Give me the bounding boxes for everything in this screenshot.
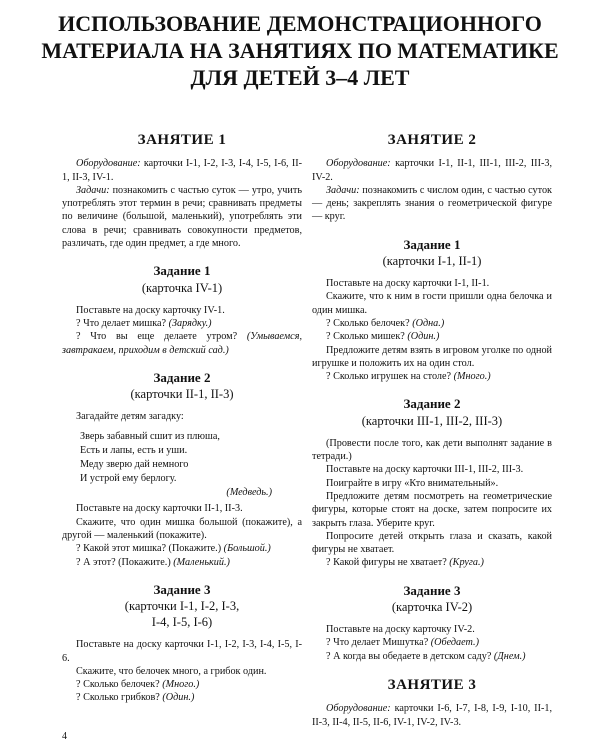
- equipment-label: Оборудование:: [76, 158, 141, 170]
- equipment-label: Оборудование:: [326, 158, 391, 170]
- instruction: Попросите детей открыть глаза и сказать, какой фигуры не хватает.: [312, 530, 552, 556]
- question-text: ? Что вы еще делаете утром?: [76, 331, 247, 343]
- question-text: ? А когда вы обедаете в детском саду?: [326, 650, 494, 662]
- question: [62, 556, 302, 569]
- page-title: [40, 10, 560, 91]
- task-subtitle: (карточки I-1, II-1): [382, 254, 482, 269]
- instruction: Поставьте на доску карточки II-1, II-3.: [76, 503, 243, 515]
- task-title: Задание 3: [153, 581, 211, 597]
- title-line: ИСПОЛЬЗОВАНИЕ ДЕМОНСТРАЦИОННОГО: [58, 11, 542, 36]
- answer-text: (Один.): [162, 692, 195, 704]
- instruction: Предложите детям посмотреть на геометрические фигуры, которые стоят на доске, затем попросите их закрыть глаза. Уберите круг.: [312, 490, 552, 529]
- question: [312, 330, 552, 343]
- question: [312, 650, 552, 663]
- answer-text: (Большой.): [223, 543, 271, 555]
- question-text: ? Что делает мишка?: [76, 317, 169, 329]
- task-title: Задание 1: [153, 263, 211, 279]
- goals-label: Задачи:: [76, 184, 110, 196]
- question: [312, 556, 552, 569]
- question: [62, 542, 302, 555]
- question: [312, 370, 552, 383]
- question: [62, 678, 302, 691]
- left-column: [62, 134, 302, 705]
- question: [312, 317, 552, 330]
- answer-text: (Один.): [407, 331, 440, 343]
- poem-line: Меду зверю дай немного: [80, 459, 189, 471]
- question-text: ? Сколько белочек?: [76, 679, 163, 691]
- goals-text: познакомить с числом один, с частью суток — день; закреплять знания о геометрической фигуре — круг.: [312, 184, 552, 223]
- lesson-3-title: ЗАНЯТИЕ 3: [387, 676, 477, 693]
- question-text: ? А этот? (Покажите.): [76, 556, 174, 568]
- task-title: Задание 2: [403, 396, 461, 412]
- instruction: (Провести после того, как дети выполнят задание в тетради.): [312, 437, 552, 463]
- poem-line: И устрой ему берлогу.: [80, 473, 177, 485]
- question-text: ? Что делает Мишутка?: [326, 637, 431, 649]
- instruction: Загадайте детям загадку:: [76, 411, 184, 423]
- poem-line: Есть и лапы, есть и уши.: [80, 445, 188, 457]
- instruction: Поиграйте в игру «Кто внимательный».: [326, 477, 499, 489]
- answer-text: (Много.): [162, 679, 200, 691]
- task-subtitle-line: (карточки I-1, I-2, I-3,: [124, 599, 240, 614]
- question: [312, 636, 552, 649]
- answer-text: (Днем.): [493, 650, 526, 662]
- instruction: Поставьте на доску карточку IV-2.: [326, 624, 475, 636]
- instruction: Скажите, что один мишка большой (покажите), а другой — маленький (покажите).: [62, 516, 302, 542]
- riddle-poem: [80, 430, 302, 500]
- equipment-text: карточки I-1, I-2, I-3, I-4, I-5, I-6, II-1, II-3, IV-1.: [62, 158, 302, 183]
- question: [62, 317, 302, 330]
- instruction: Поставьте на доску карточку IV-1.: [76, 304, 225, 316]
- task-subtitle: (карточки II-1, II-3): [130, 387, 234, 402]
- goals-label: Задачи:: [326, 184, 360, 196]
- answer-text: (Умываемся, завтракаем, приходим в детский сад.): [62, 331, 302, 356]
- instruction: Поставьте на доску карточки I-1, I-2, I-3, I-4, I-5, I-6.: [62, 639, 302, 664]
- instruction: Поставьте на доску карточки III-1, III-2, III-3.: [326, 464, 524, 476]
- task-subtitle: (карточка IV-1): [141, 280, 223, 295]
- task-subtitle-line: I-4, I-5, I-6): [151, 615, 213, 630]
- question-text: ? Сколько белочек?: [326, 317, 413, 329]
- lesson-3-equipment: [312, 702, 552, 729]
- task-title: Задание 1: [403, 236, 461, 252]
- right-column: [312, 134, 552, 729]
- question-text: ? Какой этот мишка? (Покажите.): [76, 543, 224, 555]
- lesson-1-goals: [62, 184, 302, 250]
- equipment-text: карточки I-6, I-7, I-8, I-9, I-10, II-1, II-3, II-4, II-5, II-6, IV-1, IV-2, IV-3.: [312, 703, 552, 728]
- equipment-text: карточки I-1, II-1, III-1, III-2, III-3, IV-2.: [312, 158, 552, 183]
- question: [62, 330, 302, 357]
- answer-text: (Много.): [453, 371, 491, 383]
- task-title: Задание 2: [153, 369, 211, 385]
- title-line: ДЛЯ ДЕТЕЙ 3–4 ЛЕТ: [190, 65, 410, 90]
- instruction: Скажите, что к ним в гости пришли одна белочка и один мишка.: [312, 291, 552, 316]
- goals-text: познакомить с частью суток — утро, учить употреблять этот термин в речи; сравнивать предметы по величине (большой, маленький), употреблять эти слова в речи; сравнивать совокупности предметов, различать, где один предмет, а где много.: [62, 184, 302, 250]
- task-subtitle: (карточка IV-2): [391, 600, 473, 615]
- riddle-answer: (Медведь.): [226, 487, 272, 499]
- lesson-2-goals: [312, 184, 552, 224]
- lesson-2-equipment: [312, 157, 552, 184]
- question-text: ? Сколько мишек?: [326, 331, 408, 343]
- task-subtitle: (карточки III-1, III-2, III-3): [361, 413, 503, 428]
- answer-text: (Обедает.): [430, 637, 479, 649]
- instruction: Предложите детям взять в игровом уголке по одной игрушке и положить их на один стол.: [312, 344, 552, 369]
- lesson-1-equipment: [62, 157, 302, 184]
- instruction: Скажите, что белочек много, а грибок один.: [76, 665, 267, 677]
- title-line: МАТЕРИАЛА НА ЗАНЯТИЯХ ПО МАТЕМАТИКЕ: [41, 38, 559, 63]
- equipment-label: Оборудование:: [326, 703, 391, 715]
- answer-text: (Зарядку.): [168, 317, 212, 329]
- lesson-2-title: ЗАНЯТИЕ 2: [387, 132, 477, 148]
- task-subtitle: [62, 598, 302, 630]
- task-title: Задание 3: [403, 582, 461, 598]
- poem-line: Зверь забавный сшит из плюша,: [80, 431, 220, 443]
- answer-text: (Круга.): [449, 557, 484, 569]
- question: [62, 691, 302, 704]
- answer-text: (Маленький.): [173, 556, 230, 568]
- instruction: Поставьте на доску карточки I-1, II-1.: [326, 278, 490, 290]
- question-text: ? Сколько игрушек на столе?: [326, 371, 454, 383]
- question-text: ? Какой фигуры не хватает?: [326, 557, 450, 569]
- answer-text: (Одна.): [412, 317, 445, 329]
- page-number: 4: [62, 731, 67, 742]
- lesson-1-title: ЗАНЯТИЕ 1: [137, 132, 227, 148]
- question-text: ? Сколько грибков?: [76, 692, 163, 704]
